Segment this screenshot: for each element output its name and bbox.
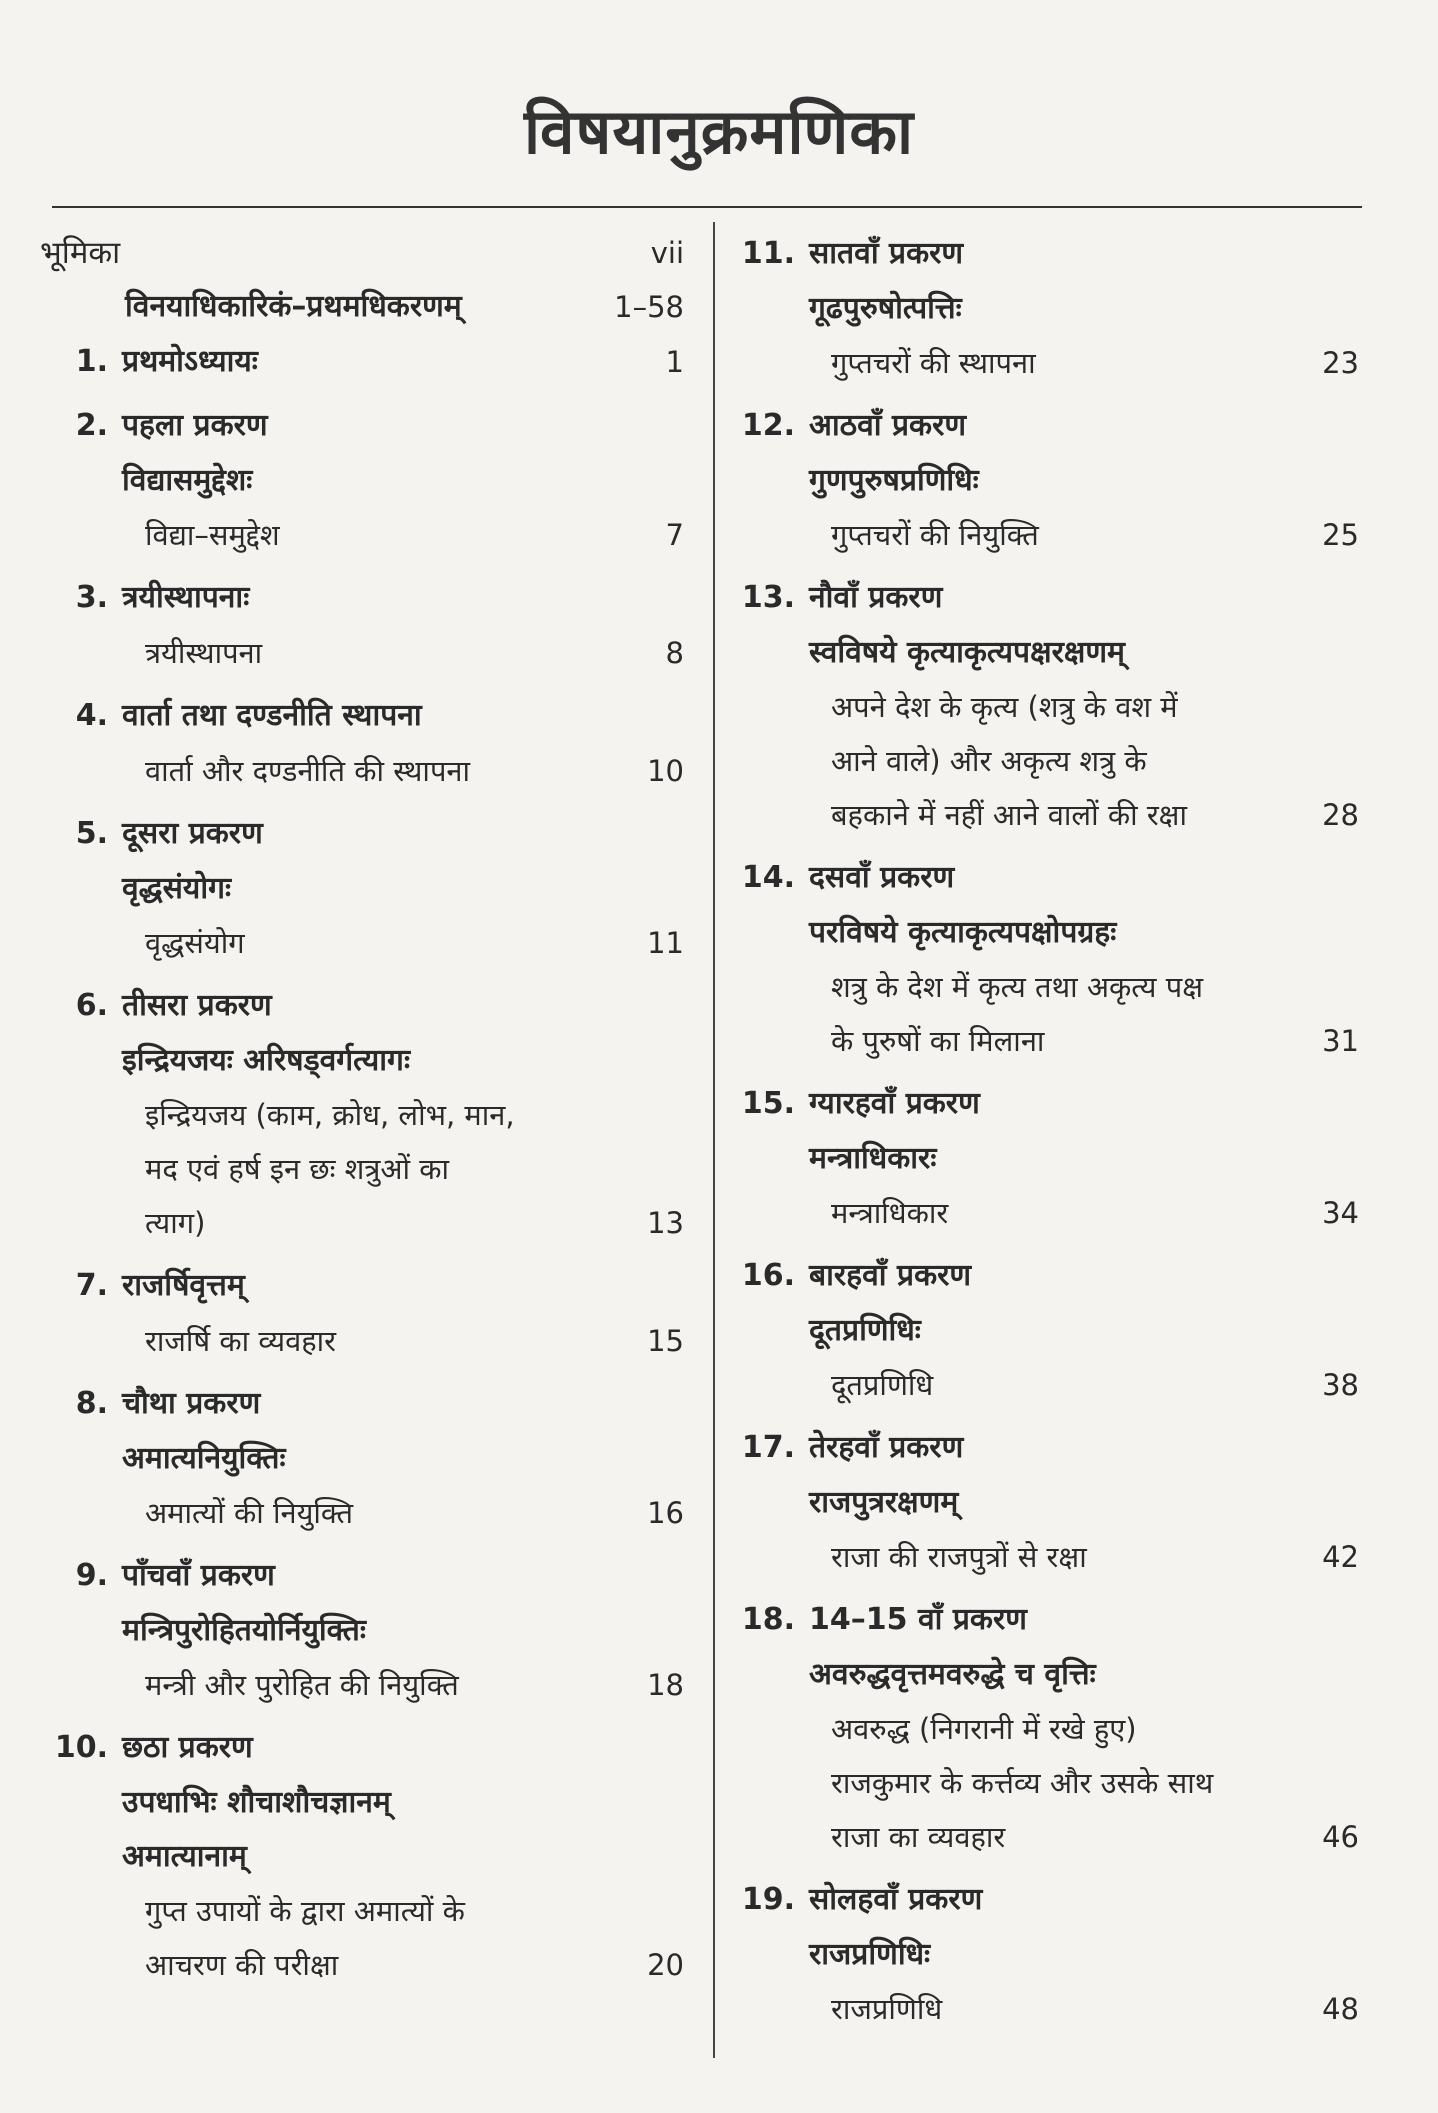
entry-description-line xyxy=(40,1486,690,1540)
entry-heading xyxy=(735,1592,1365,1648)
entry-page: 13 xyxy=(647,1206,684,1240)
entry-page: 10 xyxy=(647,754,684,788)
entry-heading xyxy=(40,398,690,454)
entry-title: सोलहवाँ प्रकरण xyxy=(809,1882,983,1917)
entry-page: 1 xyxy=(665,345,684,379)
entry-page: 38 xyxy=(1322,1368,1359,1402)
entry-number: 2. xyxy=(75,408,108,443)
entry-heading xyxy=(735,850,1365,906)
entry-page: 34 xyxy=(1322,1196,1359,1230)
toc-left-list xyxy=(40,334,690,1992)
entry-sanskrit-title: वृद्धसंयोगः xyxy=(122,871,232,906)
entry-title: राजर्षिवृत्तम् xyxy=(122,1268,245,1303)
entry-number: 5. xyxy=(75,816,108,851)
entry-number: 11. xyxy=(741,236,795,271)
entry-description: विद्या–समुद्देश xyxy=(145,518,280,552)
entry-heading xyxy=(735,570,1365,626)
part-page: 1–58 xyxy=(614,290,684,324)
entry-heading xyxy=(735,226,1365,282)
entry-description-line xyxy=(735,960,1365,1014)
entry-description: वार्ता और दण्डनीति की स्थापना xyxy=(145,754,471,788)
entry-number: 10. xyxy=(54,1730,108,1765)
entry-title: दसवाँ प्रकरण xyxy=(809,860,955,895)
entry-sanskrit-title: राजप्रणिधिः xyxy=(809,1937,931,1972)
entry-sanskrit-title: इन्द्रियजयः अरिषड्वर्गत्यागः xyxy=(122,1043,411,1078)
entry-heading xyxy=(40,570,690,626)
toc-entry[interactable] xyxy=(40,978,690,1250)
entry-description-line xyxy=(40,916,690,970)
entry-sanskrit-title: अवरुद्धवृत्तमवरुद्धे च वृत्तिः xyxy=(809,1657,1096,1692)
entry-description-line xyxy=(735,1530,1365,1584)
entry-title: ग्यारहवाँ प्रकरण xyxy=(809,1086,980,1121)
entry-description: वृद्धसंयोग xyxy=(145,926,245,960)
toc-entry[interactable] xyxy=(735,1592,1365,1864)
entry-description-line xyxy=(735,788,1365,842)
entry-title: पाँचवाँ प्रकरण xyxy=(122,1558,275,1593)
entry-description-line xyxy=(735,680,1365,734)
toc-entry[interactable] xyxy=(735,1076,1365,1240)
entry-description: त्रयीस्थापना xyxy=(145,636,263,670)
entry-page: 16 xyxy=(647,1496,684,1530)
toc-entry[interactable] xyxy=(40,570,690,680)
entry-number: 14. xyxy=(741,860,795,895)
entry-page: 46 xyxy=(1322,1820,1359,1854)
entry-page: 11 xyxy=(647,926,684,960)
entry-title: त्रयीस्थापनाः xyxy=(122,580,250,615)
toc-entry[interactable] xyxy=(735,226,1365,390)
entry-description-line xyxy=(40,744,690,798)
entry-title: आठवाँ प्रकरण xyxy=(809,408,967,443)
entry-page: 42 xyxy=(1322,1540,1359,1574)
entry-page: 7 xyxy=(665,518,684,552)
entry-title: तीसरा प्रकरण xyxy=(122,988,272,1023)
top-divider xyxy=(52,206,1362,208)
entry-number: 1. xyxy=(75,344,108,379)
page-title: विषयानुक्रमणिका xyxy=(523,95,915,168)
entry-number: 16. xyxy=(741,1258,795,1293)
entry-sanskrit-title: अमात्यनियुक्तिः xyxy=(122,1441,286,1476)
entry-description: शत्रु के देश में कृत्य तथा अकृत्य पक्ष xyxy=(831,970,1203,1004)
entry-number: 13. xyxy=(741,580,795,615)
entry-description-line xyxy=(735,1358,1365,1412)
entry-description: राजकुमार के कर्त्तव्य और उसके साथ xyxy=(831,1766,1214,1800)
entry-sanskrit-title: अमात्यानाम् xyxy=(122,1839,247,1874)
entry-number: 17. xyxy=(741,1430,795,1465)
entry-number: 12. xyxy=(741,408,795,443)
entry-page: 8 xyxy=(665,636,684,670)
entry-sanskrit-title: उपधाभिः शौचाशौचज्ञानम् xyxy=(122,1785,391,1820)
entry-page: 31 xyxy=(1322,1024,1359,1058)
entry-description: इन्द्रियजय (काम, क्रोध, लोभ, मान, xyxy=(145,1098,515,1132)
part-label: विनयाधिकारिकं–प्रथमधिकरणम् xyxy=(125,289,462,324)
entry-description: मद एवं हर्ष इन छः शत्रुओं का xyxy=(145,1152,450,1186)
toc-entry[interactable] xyxy=(40,1376,690,1540)
entry-description-line xyxy=(735,336,1365,390)
entry-sanskrit-title: विद्यासमुद्देशः xyxy=(122,463,253,498)
entry-number: 15. xyxy=(741,1086,795,1121)
entry-number: 6. xyxy=(75,988,108,1023)
entry-description-line xyxy=(40,1142,690,1196)
entry-description-line xyxy=(40,1938,690,1992)
entry-description-line xyxy=(735,1810,1365,1864)
entry-description-line xyxy=(735,1186,1365,1240)
entry-sanskrit-title: गूढपुरुषोत्पत्तिः xyxy=(809,291,962,326)
entry-page: 28 xyxy=(1322,798,1359,832)
entry-heading xyxy=(40,1548,690,1604)
entry-description-line xyxy=(735,1702,1365,1756)
toc-entry[interactable] xyxy=(735,850,1365,1068)
entry-title: चौथा प्रकरण xyxy=(122,1386,261,1421)
entry-sanskrit-title: मन्त्रिपुरोहितयोर्नियुक्तिः xyxy=(122,1613,366,1648)
entry-number: 3. xyxy=(75,580,108,615)
entry-heading xyxy=(40,688,690,744)
toc-right-list xyxy=(735,226,1365,2036)
entry-description: राजा का व्यवहार xyxy=(831,1820,1006,1854)
entry-number: 7. xyxy=(75,1268,108,1303)
entry-description-line xyxy=(40,1088,690,1142)
column-divider xyxy=(713,222,715,2058)
entry-heading xyxy=(40,334,690,390)
entry-heading xyxy=(735,1872,1365,1928)
entry-title: दूसरा प्रकरण xyxy=(122,816,263,851)
toc-intro-row[interactable] xyxy=(40,226,690,280)
entry-heading xyxy=(40,806,690,862)
entry-description-line xyxy=(735,508,1365,562)
entry-page: 25 xyxy=(1322,518,1359,552)
entry-heading xyxy=(735,398,1365,454)
entry-number: 8. xyxy=(75,1386,108,1421)
intro-label: भूमिका xyxy=(40,235,121,271)
entry-sanskrit-title: दूतप्रणिधिः xyxy=(809,1313,921,1348)
entry-number: 9. xyxy=(75,1558,108,1593)
entry-page: 18 xyxy=(647,1668,684,1702)
entry-description-line xyxy=(40,1196,690,1250)
entry-description-line xyxy=(735,1756,1365,1810)
toc-entry[interactable] xyxy=(40,398,690,562)
entry-page: 20 xyxy=(647,1948,684,1982)
entry-page: 15 xyxy=(647,1324,684,1358)
entry-description-line xyxy=(40,508,690,562)
entry-sanskrit-title: स्वविषये कृत्याकृत्यपक्षरक्षणम् xyxy=(809,635,1125,670)
toc-entry[interactable] xyxy=(40,806,690,970)
toc-entry[interactable] xyxy=(735,1872,1365,2036)
entry-heading xyxy=(40,1720,690,1776)
entry-description: बहकाने में नहीं आने वालों की रक्षा xyxy=(831,798,1187,832)
entry-sanskrit-title: गुणपुरुषप्रणिधिः xyxy=(809,463,979,498)
entry-title: वार्ता तथा दण्डनीति स्थापना xyxy=(122,698,422,733)
entry-page: 23 xyxy=(1322,346,1359,380)
toc-right-column xyxy=(735,226,1365,2044)
entry-description: त्याग) xyxy=(145,1206,206,1240)
toc-entry[interactable] xyxy=(735,1420,1365,1584)
entry-title: सातवाँ प्रकरण xyxy=(809,236,964,271)
entry-description: राजप्रणिधि xyxy=(831,1992,943,2026)
toc-entry[interactable] xyxy=(40,1548,690,1712)
entry-number: 4. xyxy=(75,698,108,733)
entry-page: 48 xyxy=(1322,1992,1359,2026)
entry-description-line xyxy=(40,1884,690,1938)
entry-heading xyxy=(40,1258,690,1314)
entry-description-line xyxy=(40,626,690,680)
entry-description: मन्त्री और पुरोहित की नियुक्ति xyxy=(145,1668,459,1702)
toc-entry[interactable] xyxy=(735,570,1365,842)
entry-title: तेरहवाँ प्रकरण xyxy=(809,1430,964,1465)
toc-entry[interactable] xyxy=(40,1720,690,1992)
entry-description: मन्त्राधिकार xyxy=(831,1196,949,1230)
entry-description: के पुरुषों का मिलाना xyxy=(831,1024,1045,1058)
entry-description-line xyxy=(735,734,1365,788)
entry-title: बारहवाँ प्रकरण xyxy=(809,1258,972,1293)
entry-sanskrit-title: राजपुत्ररक्षणम् xyxy=(809,1485,959,1520)
entry-description: अपने देश के कृत्य (शत्रु के वश में xyxy=(831,690,1178,724)
entry-description-line xyxy=(40,1314,690,1368)
toc-entry[interactable] xyxy=(40,334,690,390)
entry-description: राजा की राजपुत्रों से रक्षा xyxy=(831,1540,1087,1574)
entry-title: पहला प्रकरण xyxy=(122,408,268,443)
intro-page: vii xyxy=(650,236,684,270)
entry-description: गुप्तचरों की नियुक्ति xyxy=(831,518,1039,552)
toc-part-row[interactable] xyxy=(40,280,690,334)
entry-title: 14–15 वाँ प्रकरण xyxy=(809,1602,1027,1637)
toc-entry[interactable] xyxy=(40,1258,690,1368)
entry-title: नौवाँ प्रकरण xyxy=(809,580,943,615)
entry-title: छठा प्रकरण xyxy=(122,1730,253,1765)
entry-number: 19. xyxy=(741,1882,795,1917)
entry-description-line xyxy=(735,1982,1365,2036)
entry-description: अवरुद्ध (निगरानी में रखे हुए) xyxy=(831,1712,1137,1746)
entry-description: गुप्तचरों की स्थापना xyxy=(831,346,1036,380)
toc-entry[interactable] xyxy=(735,1248,1365,1412)
entry-description: अमात्यों की नियुक्ति xyxy=(145,1496,353,1530)
entry-title: प्रथमोऽध्यायः xyxy=(122,344,258,379)
entry-heading xyxy=(40,978,690,1034)
entry-number: 18. xyxy=(741,1602,795,1637)
entry-description: आने वाले) और अकृत्य शत्रु के xyxy=(831,744,1147,778)
entry-description: राजर्षि का व्यवहार xyxy=(145,1324,337,1358)
entry-description: गुप्त उपायों के द्वारा अमात्यों के xyxy=(145,1894,465,1928)
toc-entry[interactable] xyxy=(40,688,690,798)
entry-heading xyxy=(735,1248,1365,1304)
entry-sanskrit-title: मन्त्राधिकारः xyxy=(809,1141,937,1176)
entry-sanskrit-title: परविषये कृत्याकृत्यपक्षोपग्रहः xyxy=(809,915,1117,950)
entry-description: आचरण की परीक्षा xyxy=(145,1948,339,1982)
toc-left-column xyxy=(40,226,690,2000)
toc-entry[interactable] xyxy=(735,398,1365,562)
entry-description-line xyxy=(40,1658,690,1712)
entry-description-line xyxy=(735,1014,1365,1068)
entry-heading xyxy=(40,1376,690,1432)
entry-description: दूतप्रणिधि xyxy=(831,1368,934,1402)
entry-heading xyxy=(735,1420,1365,1476)
entry-heading xyxy=(735,1076,1365,1132)
